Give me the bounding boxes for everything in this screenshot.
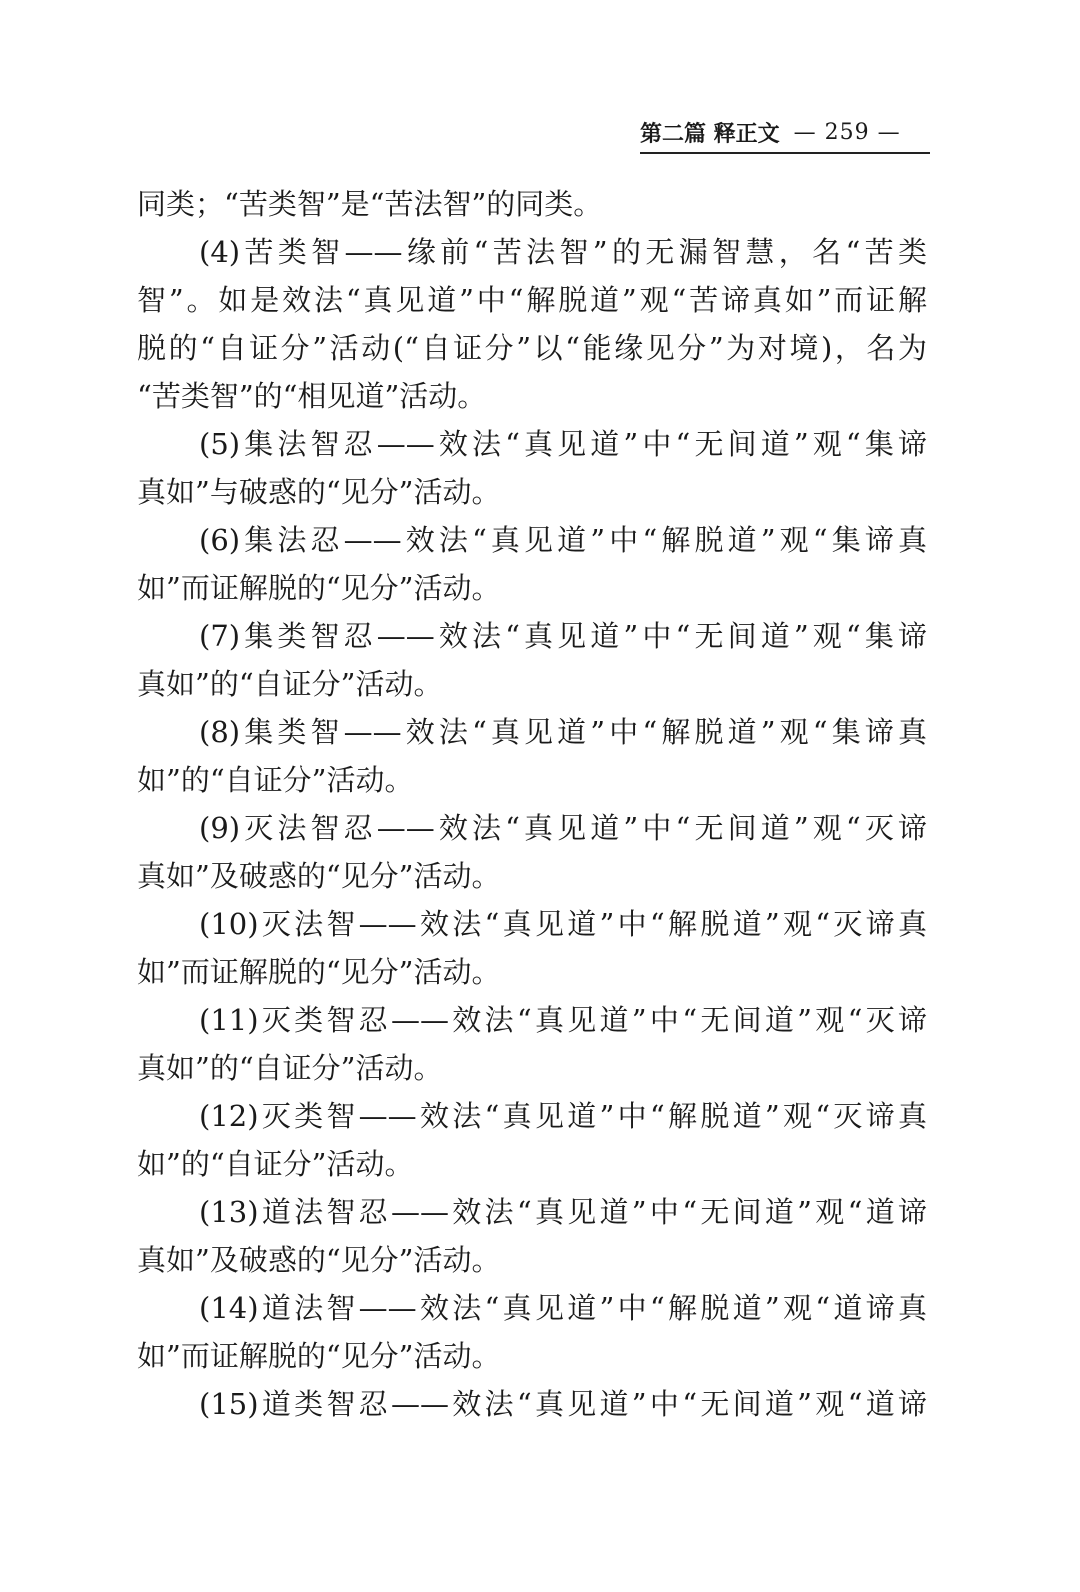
text-line: (5)集法智忍——效法“真见道”中“无间道”观“集谛 [199,427,927,461]
text-line: “苦类智”的“相见道”活动。 [137,379,487,413]
text-line: 同类；“苦类智”是“苦法智”的同类。 [137,187,603,221]
text-line: 真如”的“自证分”活动。 [137,1051,443,1085]
text-line: 如”而证解脱的“见分”活动。 [137,1339,501,1373]
section-title: 第二篇 释正文 [640,120,780,147]
text-line: 如”的“自证分”活动。 [137,763,414,797]
text-line: 真如”的“自证分”活动。 [137,667,443,701]
text-line: 脱的“自证分”活动(“自证分”以“能缘见分”为对境)，名为 [137,331,927,365]
text-line: 如”的“自证分”活动。 [137,1147,414,1181]
text-line: (9)灭法智忍——效法“真见道”中“无间道”观“灭谛 [199,811,927,845]
text-line: (12)灭类智——效法“真见道”中“解脱道”观“灭谛真 [199,1099,927,1133]
running-header [640,112,930,154]
page-number: — 259 — [793,119,901,145]
text-line: (14)道法智——效法“真见道”中“解脱道”观“道谛真 [199,1291,927,1325]
text-line: 如”而证解脱的“见分”活动。 [137,955,501,989]
text-line: (13)道法智忍——效法“真见道”中“无间道”观“道谛 [199,1195,927,1229]
text-line: (11)灭类智忍——效法“真见道”中“无间道”观“灭谛 [199,1003,927,1037]
text-line: 如”而证解脱的“见分”活动。 [137,571,501,605]
text-line: (15)道类智忍——效法“真见道”中“无间道”观“道谛 [199,1387,927,1421]
text-line: (6)集法忍——效法“真见道”中“解脱道”观“集谛真 [199,523,927,557]
text-line: 真如”与破惑的“见分”活动。 [137,475,501,509]
text-line: (8)集类智——效法“真见道”中“解脱道”观“集谛真 [199,715,927,749]
text-line: (10)灭法智——效法“真见道”中“解脱道”观“灭谛真 [199,907,927,941]
text-line: 真如”及破惑的“见分”活动。 [137,1243,501,1277]
text-line: (4)苦类智——缘前“苦法智”的无漏智慧，名“苦类 [199,235,927,269]
text-line: (7)集类智忍——效法“真见道”中“无间道”观“集谛 [199,619,927,653]
text-line: 智”。如是效法“真见道”中“解脱道”观“苦谛真如”而证解 [137,283,927,317]
text-line: 真如”及破惑的“见分”活动。 [137,859,501,893]
